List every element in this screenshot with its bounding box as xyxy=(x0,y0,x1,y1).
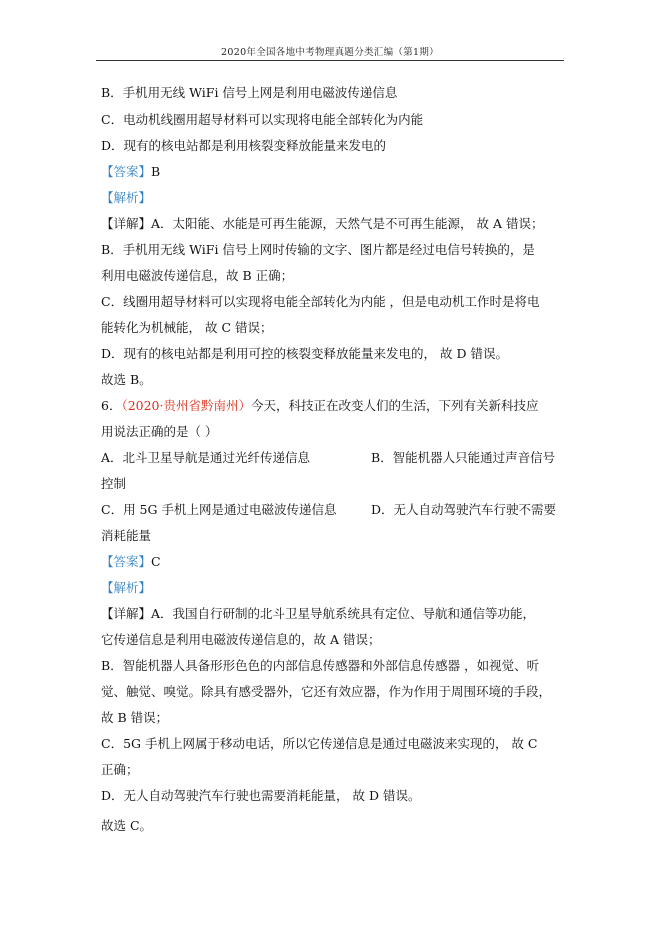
detail-text: A．太阳能、水能是可再生能源，天然气是不可再生能源， 故 A 错误； xyxy=(151,216,544,231)
question-number: 6． xyxy=(101,398,122,413)
q5-option-c: C．电动机线圈用超导材料可以实现将电能全部转化为内能 xyxy=(101,112,424,127)
q6-option-a: A．北斗卫星导航是通过光纤传递信息 xyxy=(101,450,311,465)
q6-stem-line2: 用说法正确的是（ ） xyxy=(101,424,218,439)
header-rule xyxy=(96,60,564,61)
q6-option-b-cont: 控制 xyxy=(101,476,127,491)
answer-tag: 【答案】 xyxy=(101,164,152,179)
question-source: （2020·贵州省黔南州） xyxy=(121,398,251,413)
q5-conclusion: 故选 B。 xyxy=(101,372,152,387)
q5-option-b: B．手机用无线 WiFi 信号上网是利用电磁波传递信息 xyxy=(101,85,398,100)
q5-analysis-tag xyxy=(101,190,151,206)
q6-detail-b2: 觉、触觉、嗅觉。除具有感受器外，它还有效应器，作为作用于周围环境的手段， xyxy=(101,684,552,699)
q5-detail-d: D．现有的核电站都是利用可控的核裂变释放能量来发电的， 故 D 错误。 xyxy=(101,346,508,361)
q6-option-d-cont: 消耗能量 xyxy=(101,528,152,543)
q6-option-d: D．无人自动驾驶汽车行驶不需要 xyxy=(371,502,557,517)
q6-detail-a1 xyxy=(101,606,535,622)
detail-tag: 【详解】 xyxy=(101,606,152,621)
q6-conclusion: 故选 C。 xyxy=(101,818,153,833)
q6-option-b: B．智能机器人只能通过声音信号 xyxy=(371,450,556,465)
q5-detail-b2: 利用电磁波传递信息，故 B 正确； xyxy=(101,268,294,283)
q6-detail-d: D．无人自动驾驶汽车行驶也需要消耗能量， 故 D 错误。 xyxy=(101,788,421,803)
q5-detail-c2: 能转化为机械能， 故 C 错误； xyxy=(101,320,273,335)
question-stem: 今天，科技正在改变人们的生活，下列有关新科技应 xyxy=(251,398,539,413)
answer-value: B xyxy=(151,164,161,179)
q6-stem-line1 xyxy=(101,398,539,414)
q6-detail-b3: 故 B 错误； xyxy=(101,710,169,725)
analysis-tag: 【解析】 xyxy=(101,580,152,595)
answer-tag: 【答案】 xyxy=(101,554,152,569)
q5-option-d: D．现有的核电站都是利用核裂变释放能量来发电的 xyxy=(101,138,387,153)
analysis-tag: 【解析】 xyxy=(101,190,152,205)
q6-analysis-tag xyxy=(101,580,151,596)
q5-detail-a xyxy=(101,216,544,232)
q6-detail-c1: C．5G 手机上网属于移动电话，所以它传递信息是通过电磁波来实现的， 故 C xyxy=(101,736,538,751)
q6-detail-b1: B．智能机器人具备形形色色的内部信息传感器和外部信息传感器 ，如视觉、听 xyxy=(101,658,540,673)
page-header: 2020年全国各地中考物理真题分类汇编（第1期） xyxy=(221,47,439,58)
q6-detail-c2: 正确； xyxy=(101,762,139,777)
q6-option-c: C．用 5G 手机上网是通过电磁波传递信息 xyxy=(101,502,337,517)
q6-detail-a2: 它传递信息是利用电磁波传递信息的，故 A 错误； xyxy=(101,632,381,647)
q5-detail-b1: B．手机用无线 WiFi 信号上网时传输的文字、图片都是经过电信号转换的，是 xyxy=(101,242,535,257)
q5-answer xyxy=(101,164,160,180)
detail-text: A．我国自行研制的北斗卫星导航系统具有定位、导航和通信等功能， xyxy=(151,606,536,621)
answer-value: C xyxy=(151,554,161,569)
detail-tag: 【详解】 xyxy=(101,216,152,231)
q5-detail-c1: C．线圈用超导材料可以实现将电能全部转化为内能 ，但是电动机工作时是将电 xyxy=(101,294,540,309)
q6-answer xyxy=(101,554,161,570)
